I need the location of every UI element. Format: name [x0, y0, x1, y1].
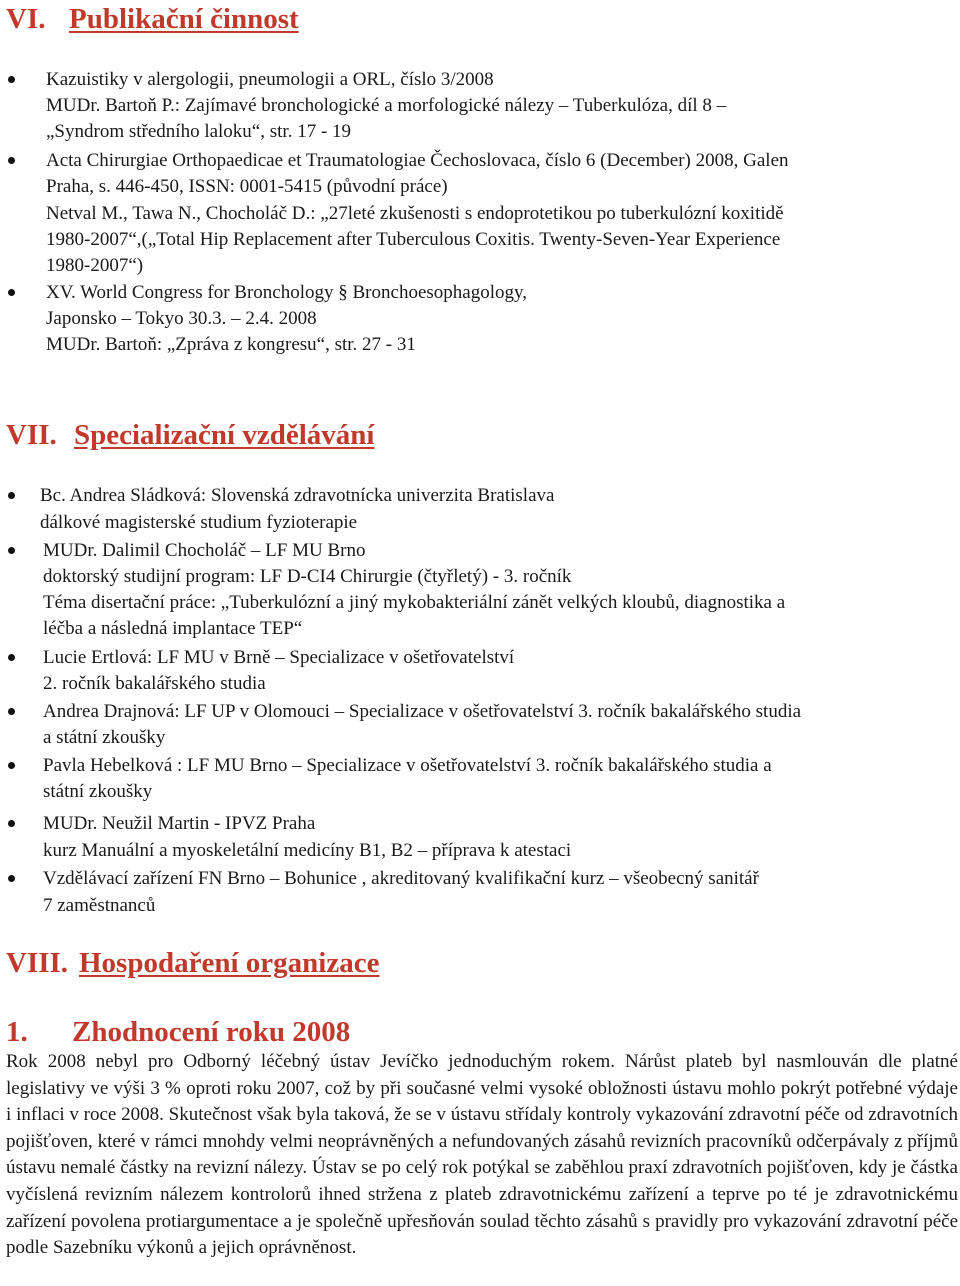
- bullet-icon: [8, 708, 15, 715]
- bullet-icon: [8, 654, 15, 661]
- list-item-line: Pavla Hebelková : LF MU Brno – Specializace v ošetřovatelství 3. ročník bakalářského studia a: [43, 755, 772, 776]
- list-item-line: MUDr. Dalimil Chocholáč – LF MU Brno: [43, 540, 366, 561]
- list-item-line: „Syndrom středního laloku“, str. 17 - 19: [46, 121, 352, 142]
- list-item-line: Acta Chirurgiae Orthopaedicae et Traumatologiae Čechoslovaca, číslo 6 (December) 2008, Galen: [46, 150, 789, 171]
- list-item-line: 1980-2007“): [46, 255, 144, 276]
- list-item-line: 1980-2007“,(„Total Hip Replacement after Tuberculous Coxitis. Twenty-Seven-Year Experience: [46, 229, 781, 250]
- list-item-line: Praha, s. 446-450, ISSN: 0001-5415 (původní práce): [46, 176, 448, 197]
- list-item-line: MUDr. Bartoň P.: Zajímavé bronchologické a morfologické nálezy – Tuberkulóza, díl 8 –: [46, 95, 727, 116]
- list-item-line: Lucie Ertlová: LF MU v Brně – Specializace v ošetřovatelství: [43, 647, 515, 668]
- bullet-icon: [8, 157, 15, 164]
- list-item-line: Vzdělávací zařízení FN Brno – Bohunice , akreditovaný kvalifikační kurz – všeobecný sanitář: [43, 868, 759, 889]
- section-heading-economy: [6, 946, 379, 980]
- list-item-line: státní zkoušky: [43, 781, 153, 802]
- list-item-line: Bc. Andrea Sládková: Slovenská zdravotnícka univerzita Bratislava: [40, 485, 555, 506]
- list-item-line: MUDr. Neužil Martin - IPVZ Praha: [43, 813, 316, 834]
- section-number: VI.: [6, 3, 46, 35]
- list-item-line: 7 zaměstnanců: [43, 895, 156, 916]
- section-heading-specialization: [6, 418, 374, 452]
- section-title: Specializační vzdělávání: [74, 419, 375, 451]
- bullet-icon: [8, 492, 15, 499]
- evaluation-paragraph: Rok 2008 nebyl pro Odborný léčebný ústav Jevíčko jednoduchým rokem. Nárůst plateb byl nasmlouván dle platné legislativy ve výši 3 % oproti roku 2007, což by při současné velmi vysoké obložnosti ústavu mohlo pokrýt potřebné výdaje i inflaci v roce 2008. Skutečnost však byla taková, že se v ústavu střídaly kontroly vykazování zdravotní péče od zdravotních pojišťoven, které v rámci mnohdy velmi neoprávněných a nefundovaných zásahů revizních pracovníků odčerpávaly z příjmů ústavu nemalé částky na revizní nálezy. Ústav se po celý rok potýkal se zaběhlou praxí zdravotních pojišťoven, kdy je částka vyčíslená revizním nálezem kontrolorů ihned stržena z plateb zdravotnickému zařízení a teprve po té je zdravotnickému zařízení povolena protiargumentace a je společně upřesňován soulad těchto zásahů s pravidly pro vykazování zdravotní péče podle Sazebníku výkonů a jejich oprávněnost.: [6, 1051, 958, 1259]
- list-item-line: Andrea Drajnová: LF UP v Olomouci – Specializace v ošetřovatelství 3. ročník bakalářského studia: [43, 701, 802, 722]
- list-item-line: dálkové magisterské studium fyzioterapie: [40, 512, 358, 533]
- subsection-number: 1.: [6, 1016, 28, 1048]
- list-item-line: doktorský studijní program: LF D-CI4 Chirurgie (čtyřletý) - 3. ročník: [43, 566, 572, 587]
- subsection-heading-evaluation: [6, 1015, 350, 1049]
- bullet-icon: [8, 547, 15, 554]
- list-item-line: Téma disertační práce: „Tuberkulózní a jiný mykobakteriální zánět velkých kloubů, diagnostika a: [43, 592, 786, 613]
- section-title: Publikační činnost: [69, 3, 299, 35]
- list-item-line: MUDr. Bartoň: „Zpráva z kongresu“, str. 27 - 31: [46, 334, 416, 355]
- bullet-icon: [8, 289, 15, 296]
- bullet-icon: [8, 76, 15, 83]
- list-item-line: Japonsko – Tokyo 30.3. – 2.4. 2008: [46, 308, 317, 329]
- list-item-line: XV. World Congress for Bronchology § Bronchoesophagology,: [46, 282, 527, 303]
- list-item-line: 2. ročník bakalářského studia: [43, 673, 266, 694]
- list-item-line: kurz Manuální a myoskeletální medicíny B1, B2 – příprava k atestaci: [43, 840, 572, 861]
- list-item-line: léčba a následná implantace TEP“: [43, 618, 303, 639]
- section-heading-publications: [6, 2, 299, 36]
- section-number: VIII.: [6, 947, 69, 979]
- bullet-icon: [8, 875, 15, 882]
- section-title: Hospodaření organizace: [79, 947, 380, 979]
- list-item-line: Kazuistiky v alergologii, pneumologii a ORL, číslo 3/2008: [46, 69, 494, 90]
- bullet-icon: [8, 820, 15, 827]
- subsection-title: Zhodnocení roku 2008: [72, 1016, 351, 1048]
- list-item-line: Netval M., Tawa N., Chocholáč D.: „27leté zkušenosti s endoprotetikou po tuberkulózní koxitidě: [46, 203, 784, 224]
- list-item-line: a státní zkoušky: [43, 727, 166, 748]
- section-number: VII.: [6, 419, 57, 451]
- bullet-icon: [8, 762, 15, 769]
